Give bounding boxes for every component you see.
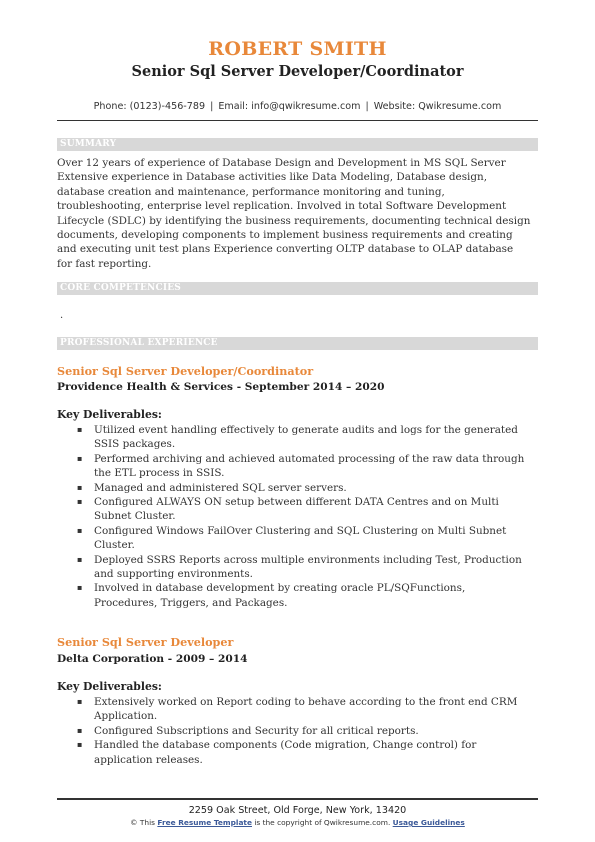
list-item: ▪ Extensively worked on Report coding to behave according to the front end CRM Application. (77, 696, 518, 723)
list-item: ▪ Utilized event handling effectively to generate audits and logs for the generated SSIS packages. (77, 424, 518, 451)
bullet-icon: ▪ (77, 425, 83, 434)
bullet-icon: ▪ (77, 697, 83, 706)
list-item: ▪ Configured Subscriptions and Security for all critical reports. (77, 724, 419, 737)
summary-line: Extensive experience in Database activities like Data Modeling, Database design, (57, 171, 487, 184)
candidate-title: Senior Sql Server Developer/Coordinator (131, 63, 464, 80)
summary-line: troubleshooting, enterprise level replication. Involved in total Software Development (57, 200, 507, 213)
experience-heading: PROFESSIONAL EXPERIENCE (57, 337, 538, 350)
list-item: ▪ Performed archiving and achieved automated processing of the raw data through the ETL process in SSIS. (77, 452, 525, 480)
bullet-icon: ▪ (77, 725, 83, 735)
bullet-icon: ▪ (77, 525, 83, 535)
list-item: ▪ Handled the database components (Code migration, Change control) for application releases. (77, 739, 477, 766)
summary-line: database creation and maintenance, performance monitoring and tuning, (57, 185, 445, 198)
email-text: Email: info@qwikresume.com (218, 101, 361, 112)
footer-copyright: © This Free Resume Template is the copyright of Qwikresume.com. Usage Guidelines (130, 818, 465, 827)
bullet-icon: ▪ (77, 497, 83, 507)
deliverables-list (57, 695, 538, 767)
list-item: ▪ Involved in database development by creating oracle PL/SQFunctions, Procedures, Triggers, and Packages. (77, 582, 466, 609)
free-resume-template-link[interactable]: Free Resume Template (157, 818, 252, 827)
summary-line: for fast reporting. (57, 257, 152, 270)
bullet-icon: ▪ (77, 554, 83, 564)
header-divider (57, 120, 538, 121)
summary-line: Over 12 years of experience of Database Design and Development in MS SQL Server (57, 157, 506, 169)
job-company: Providence Health & Services - September 2014 – 2020 (57, 381, 385, 393)
contact-line (0, 100, 595, 113)
contact-separator: | (210, 101, 214, 112)
list-item: ▪ Configured Windows FailOver Clustering and SQL Clustering on Multi Subnet Cluster. (77, 524, 507, 552)
bullet-icon: ▪ (77, 482, 83, 492)
phone-text: Phone: (0123)-456-789 (93, 101, 206, 112)
list-item: ▪ Managed and administered SQL server servers. (77, 481, 347, 494)
website-text: Website: Qwikresume.com (373, 101, 502, 112)
bullet-icon: ▪ (77, 740, 83, 750)
deliverables-label: Key Deliverables: (57, 408, 162, 421)
deliverables-list (57, 423, 538, 610)
job-role: Senior Sql Server Developer/Coordinator (57, 364, 314, 378)
job-role: Senior Sql Server Developer (57, 635, 234, 649)
competencies-heading: CORE COMPETENCIES (57, 282, 538, 295)
footer-address: 2259 Oak Street, Old Forge, New York, 13420 (188, 805, 407, 816)
summary-heading: SUMMARY (57, 138, 538, 151)
summary-line: documents, developing components to implement business requirements and creating (57, 229, 513, 242)
list-item: ▪ Deployed SSRS Reports across multiple environments including Test, Production and supporting environments. (77, 553, 522, 581)
job-company: Delta Corporation - 2009 – 2014 (57, 653, 248, 665)
summary-line: and executing unit test plans Experience converting OLTP database to OLAP database (57, 243, 514, 256)
list-item: ▪ Configured ALWAYS ON setup between different DATA Centres and on Multi Subnet Cluster. (77, 496, 499, 523)
bullet-icon: ▪ (77, 583, 83, 593)
summary-line: Lifecycle (SDLC) by identifying the business requirements, documenting technical design (57, 214, 531, 227)
usage-guidelines-link[interactable]: Usage Guidelines (392, 818, 465, 827)
candidate-name: ROBERT SMITH (208, 38, 387, 60)
deliverables-label: Key Deliverables: (57, 680, 162, 693)
summary-text (57, 156, 541, 271)
competencies-content: . (60, 310, 64, 321)
contact-separator: | (365, 101, 369, 112)
footer-divider (57, 798, 538, 800)
bullet-icon: ▪ (77, 453, 83, 463)
